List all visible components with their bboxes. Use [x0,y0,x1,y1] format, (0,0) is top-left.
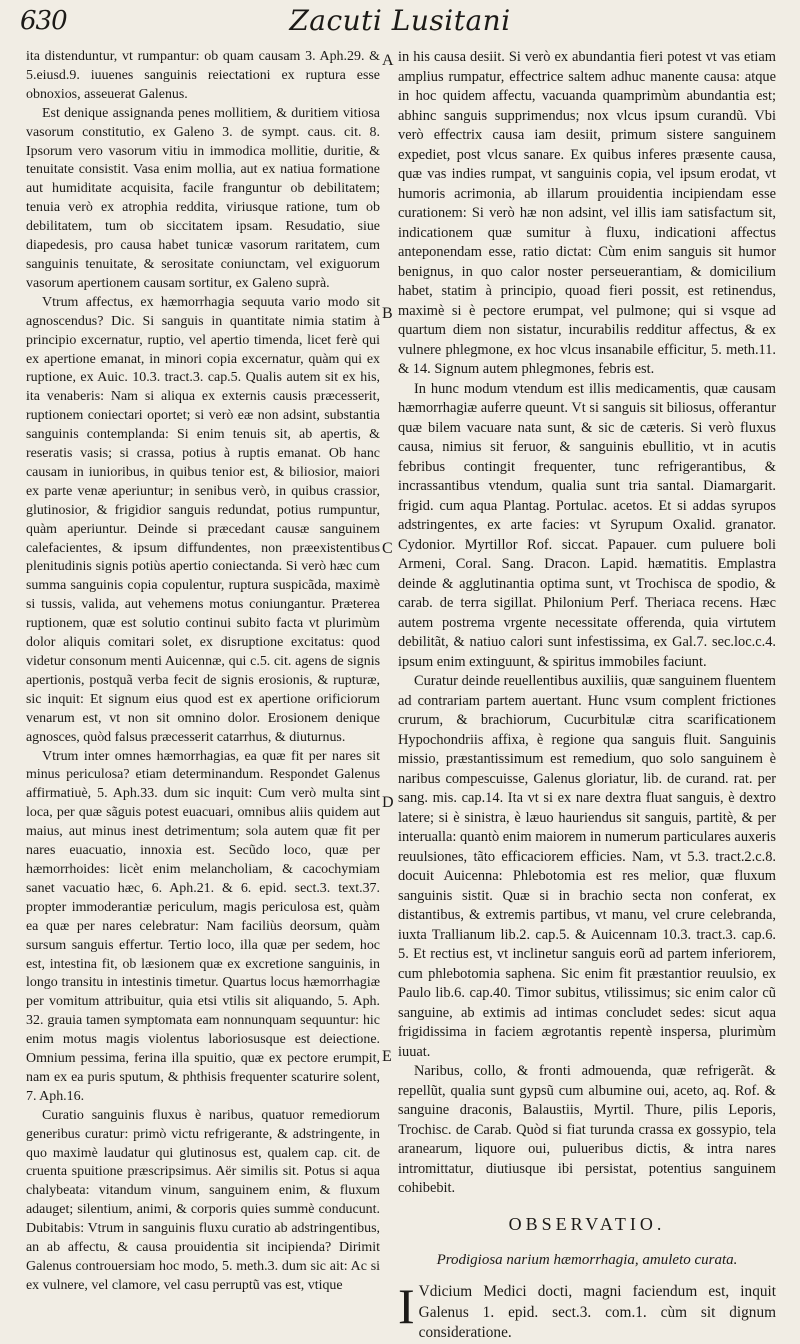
running-head: Zacuti Lusitani [289,4,511,37]
margin-letter-a: A [382,52,394,69]
paragraph: Est denique assignanda penes mollitiem, & duritiem vitiosa vasorum constitutio, ex Galeno 3. de sympt. caus. cit. 8. Ipsorum vero vasorum vitiu in immodica mollitie, duritie, & tenuitate consistit. Vasa enim mollia, aut ex natiua formatione aut humiditate acquisita, facile franguntur ob debilitatem; tenuia verò ex atrophia reddita, viriusque ratione, tum ob debilitatem, tum ob siccitatem ipsam. Resudatio, siue diapedesis, pro causa habet tunicæ vasorum raritatem, cum sanguinis tenuitate, & serositate coniunctam, vel exiguorum vasorum apertionem causam sortitur, ex Galeno suprà. [26,105,380,291]
observatio-subtitle: Prodigiosa narium hæmorrhagia, amuleto curata. [436,1252,738,1268]
observatio-text: Vdicium Medici docti, magni faciendum est, inquit Galenus 1. epid. sect.3. com.1. cùm sit dignum consideratione. [418,1283,776,1342]
margin-letter-e: E [382,1048,392,1065]
margin-letter-b: B [382,305,393,322]
margin-letter-c: C [382,540,393,557]
paragraph: in his causa desiit. Si verò ex abundantia fieri potest vt vas etiam amplius rumpatur, effectrice saltem adhuc manente causa: atque in hoc quidem affectu, vacuanda quamprimùm abundantia est; abhinc sanguis supprimendus; nox vlcus ipsum curandũ. Vbi verò effectrix causa iam desiit, primum sistere sanguinem expediet, post vlcus sanare. Ex quibus inferes præsente causa, quæ vas indies rumpat, vt sanguinis copia, vel ipsum erodat, vt humoris acrimonia, ab illarum prouidentia incipiendam esse curationem: Si verò hæ non adsint, vel illis iam satisfactum sit, indicationem quæ sumitur à fluxu, indicationi affectus anteponendam esse, ratio dictat: Cùm enim sanguis sit humor benignus, in quo calor noster perseuerantiam, & domicilium habet, statim à principio, quoad fieri possit, est retinendus, maximè si è pectore erumpat, vel pulmone; qui si vsque ad quartum diem non sistatur, incurabilis redditur affectus, & ex vulnere phlegmone, ex hoc vlcus insanabile efficitur, 5. meth.11. & 14. Signum autem phlegmones, febris est. [398,49,776,377]
paragraph: Naribus, collo, & fronti admouenda, quæ refrigerãt. & repellũt, qualia sunt gypsũ cum albumine oui, aceto, aq. Rof. & sanguine draconis, Balaustiis, Myrtil. Thure, pilis Leporis, Trochisc. de Carab. Quòd si fiat turunda crassa ex gossypio, tela aranearum, liquore oui, pulueribus dictis, & intra nares intromittatur, diutiusque ibi persistat, potentius sanguinem cohibebit. [398,1063,776,1196]
left-column [26,48,380,1296]
paragraph: In hunc modum vtendum est illis medicamentis, quæ causam hæmorrhagiæ auferre queunt. Vt si sanguis sit biliosus, offerantur quæ bilem vacuare nata sunt, & sic de cæteris. Si verò fluxus causa, nimius sit feruor, & sanguinis ebullitio, vt in acutis febribus contingit frequenter, tunc refrigerantibus, & incrassantibus vtendum, qualia sunt tria santal. Diamargarit. frigid. cum aqua Plantag. Portulac. acetos. Et si addas syrupos adstringentes, ex arte facies: vt Syrupum Oxalid. granator. Cydonior. Myrtillor Rof. siccat. Papauer. cum puluere boli Armeni, Coral. Sang. Dracon. Lapid. hæmatitis. Emplastra deinde & agglutinantia optima sunt, vt Trochisca de spodio, & carab. de terra sigillat. Philonium Perf. Theriaca recens. Hæc autem postrema vrgente necessitate offerenda, quia virtutem debilitãt, & natiuo calori sunt infestissima, ex Gal.7. sec.loc.c.4. ipsum enim extinguunt, & spiritus immobiles faciunt. [398,380,776,670]
observatio-heading: OBSERVATIO. [508,1214,666,1234]
observatio-body [398,1278,776,1344]
right-column [398,48,776,1199]
paragraph: Curatio sanguinis fluxus è naribus, quatuor remediorum generibus curatur: primò victu refrigerante, & adstringente, in quo maximè laudatur qui glutinosus est, qualem cap. cit. de cruenta spuitione præscripsimus. Aër similis sit. Potus si aqua chalybeata: vitandum vinum, sanguinem enim, & fluxum adauget; silentium, animi, & corporis quies summè conducunt. Dubitabis: Vtrum in sanguinis fluxu curatio ab adstringentibus, an ab affectu, & causa prouidentia sit incipienda? Dirimit Galenus controuersiam hoc modo, 5. meth.3. dum sic ait: Ac si ex vulnere, vel clamore, vel casu perruptũ vas est, vtique [26,1107,380,1293]
paragraph: Curatur deinde reuellentibus auxiliis, quæ sanguinem fluentem ad contrariam partem auertant. Hunc vsum complent frictiones crurum, & brachiorum, Cucurbitulæ citra scarificationem Hypochondriis affixa, è regione qua sanguis fluit. Sanguinis missio, præstantissimum est remedium, quo solo sanguinem è naribus compescuisse, Galenus gloriatur, lib. de curand. rat. per sang. mis. cap.14. Ita vt si ex nare dextra fluat sanguis, è dextro latere; si è sinistra, è læuo hauriendus sit sanguis, partitè, & per interualla: quantò enim maiorem in numerum particulares auxeris reuulsiones, tãto efficaciorem efficies. Nam, vt 5.3. tract.2.c.8. docuit Auicenna: Phlebotomia est res melior, quæ fluxum sanguinis sistit. Quæ si in brachio secta non conferat, ex distantibus, & extremis partibus, vt manu, vel crure celebranda, iuxta Trallianum lib.2. cap.5. & Auicennam 10.3. tract.3. cap.6. 5. Et rectius est, vt inclinetur sanguis eorũ ad partem inferiorem, cum phlebotomia saphena. Sic enim fit præstantior reuulsio, ex Paulo lib.6. cap.40. Timor subitus, vtilissimus; sic enim calor cũ sanguine, ab extimis ad intimas concludet sedes: sicut aqua frigidissima in faciem ægrotantis repentè inspersa, plurimùm iuuat. [398,673,776,1060]
page-header [20,4,780,44]
paragraph: ita distenduntur, vt rumpantur: ob quam causam 3. Aph.29. & 5.eiusd.9. iuuenes sanguinis reiectationi ex ruptura esse obnoxios, asseuerat Galenus. [26,49,380,102]
paragraph: Vtrum affectus, ex hæmorrhagia sequuta vario modo sit agnoscendus? Dic. Si sanguis in quantitate nimia statim à principio excernatur, ruptio, vel apertio timenda, licet ferè qui ex apertione emanat, in minori copia excernatur, quàm qui ex ruptione, ex Auic. 10.3. tract.3. cap.5. Qualis autem sit ex his, ita venaberis: Nam si aliqua ex externis causis præcesserit, ruptionem coniectari oportet; si verò eæ non adsint, substantia sanguinis contemplanda: Si enim tenuis sit, ab apertis, & reseratis vasis; si crassa, potius à ruptis emanat. Ob hanc causam in iunioribus, in quibus tenior est, & biliosior, maiori ex parte venæ aperiuntur; in senibus verò, in quibus crassior, glutinosior, & frigidior sanguis redundat, potius rumpuntur, quàm aperiuntur. Deinde si præcedant causæ sanguinem calefacientes, & ipsum diffundentes, non præexistentibus plenitudinis signis potiùs apertio coniectanda. Si verò hæc cum summa sanguinis copia copulentur, ruptura suspicãda, maximè si tussis, valida, aut vehemens motus coniungantur. Præterea ruptionem, quæ est solutio continui subito facta vt plurimùm dolor aliquis comitari solet, ex disruptione excitatus: quod videtur consonum menti Auicennæ, qui c.5. cit. agens de signis apertionis, postquã verba fecit de signis erosionis, & rupturæ, sic inquit: Et signum eius quod est ex apertione orificiorum venarum est, vt non sit omnino dolor. Erosionem denique agnosces, quòd falsus præcesserit catarrhus, & diuturnus. [26,294,380,745]
margin-letter-d: D [382,794,394,811]
drop-cap: I [398,1278,415,1334]
paragraph: Vtrum inter omnes hæmorrhagias, ea quæ fit per nares sit minus periculosa? etiam determinandum. Respondet Galenus affirmatiuè, 5. Aph.33. dum sic inquit: Cum verò multa sint loca, per quæ sãguis potest euacuari, omnibus aliis quidem aut maius, aut minus inest detrimentum; sola autem quæ fit per nares euacuatio, innoxia est. Secũdo loco, quæ per hæmorrhoides: licèt enim melancholiam, & cacochymiam sanet vacuatio hæc, 6. Aph.21. & 6. epid. sect.3. text.37. propter immoderantiæ periculum, magis periculosa est, quàm ea quæ per nares celebratur: Nam faciliùs deorsum, quàm sursum sanguis effertur. Tertio loco, illa quæ per sedem, hoc est, intestina fit, ob læsionem quæ ex excretione sanguinis, in longo transitu in intestinis timetur. Quartus locus hæmorrhagiæ per vomitum attribuitur, quia etsi vtilis sit aliquando, 5. Aph. 32. grauia tamen symptomata eam nonnunquam sequuntur: hic enim motus magis violentus laboriosusque est deiectione. Omnium pessima, ferina illa spuitio, quæ ex pectore erumpit, nam ex ea puris sputum, & phthisis frequenter scaturire solent, 7. Aph.16. [26,748,380,1104]
page-number: 630 [20,6,67,36]
